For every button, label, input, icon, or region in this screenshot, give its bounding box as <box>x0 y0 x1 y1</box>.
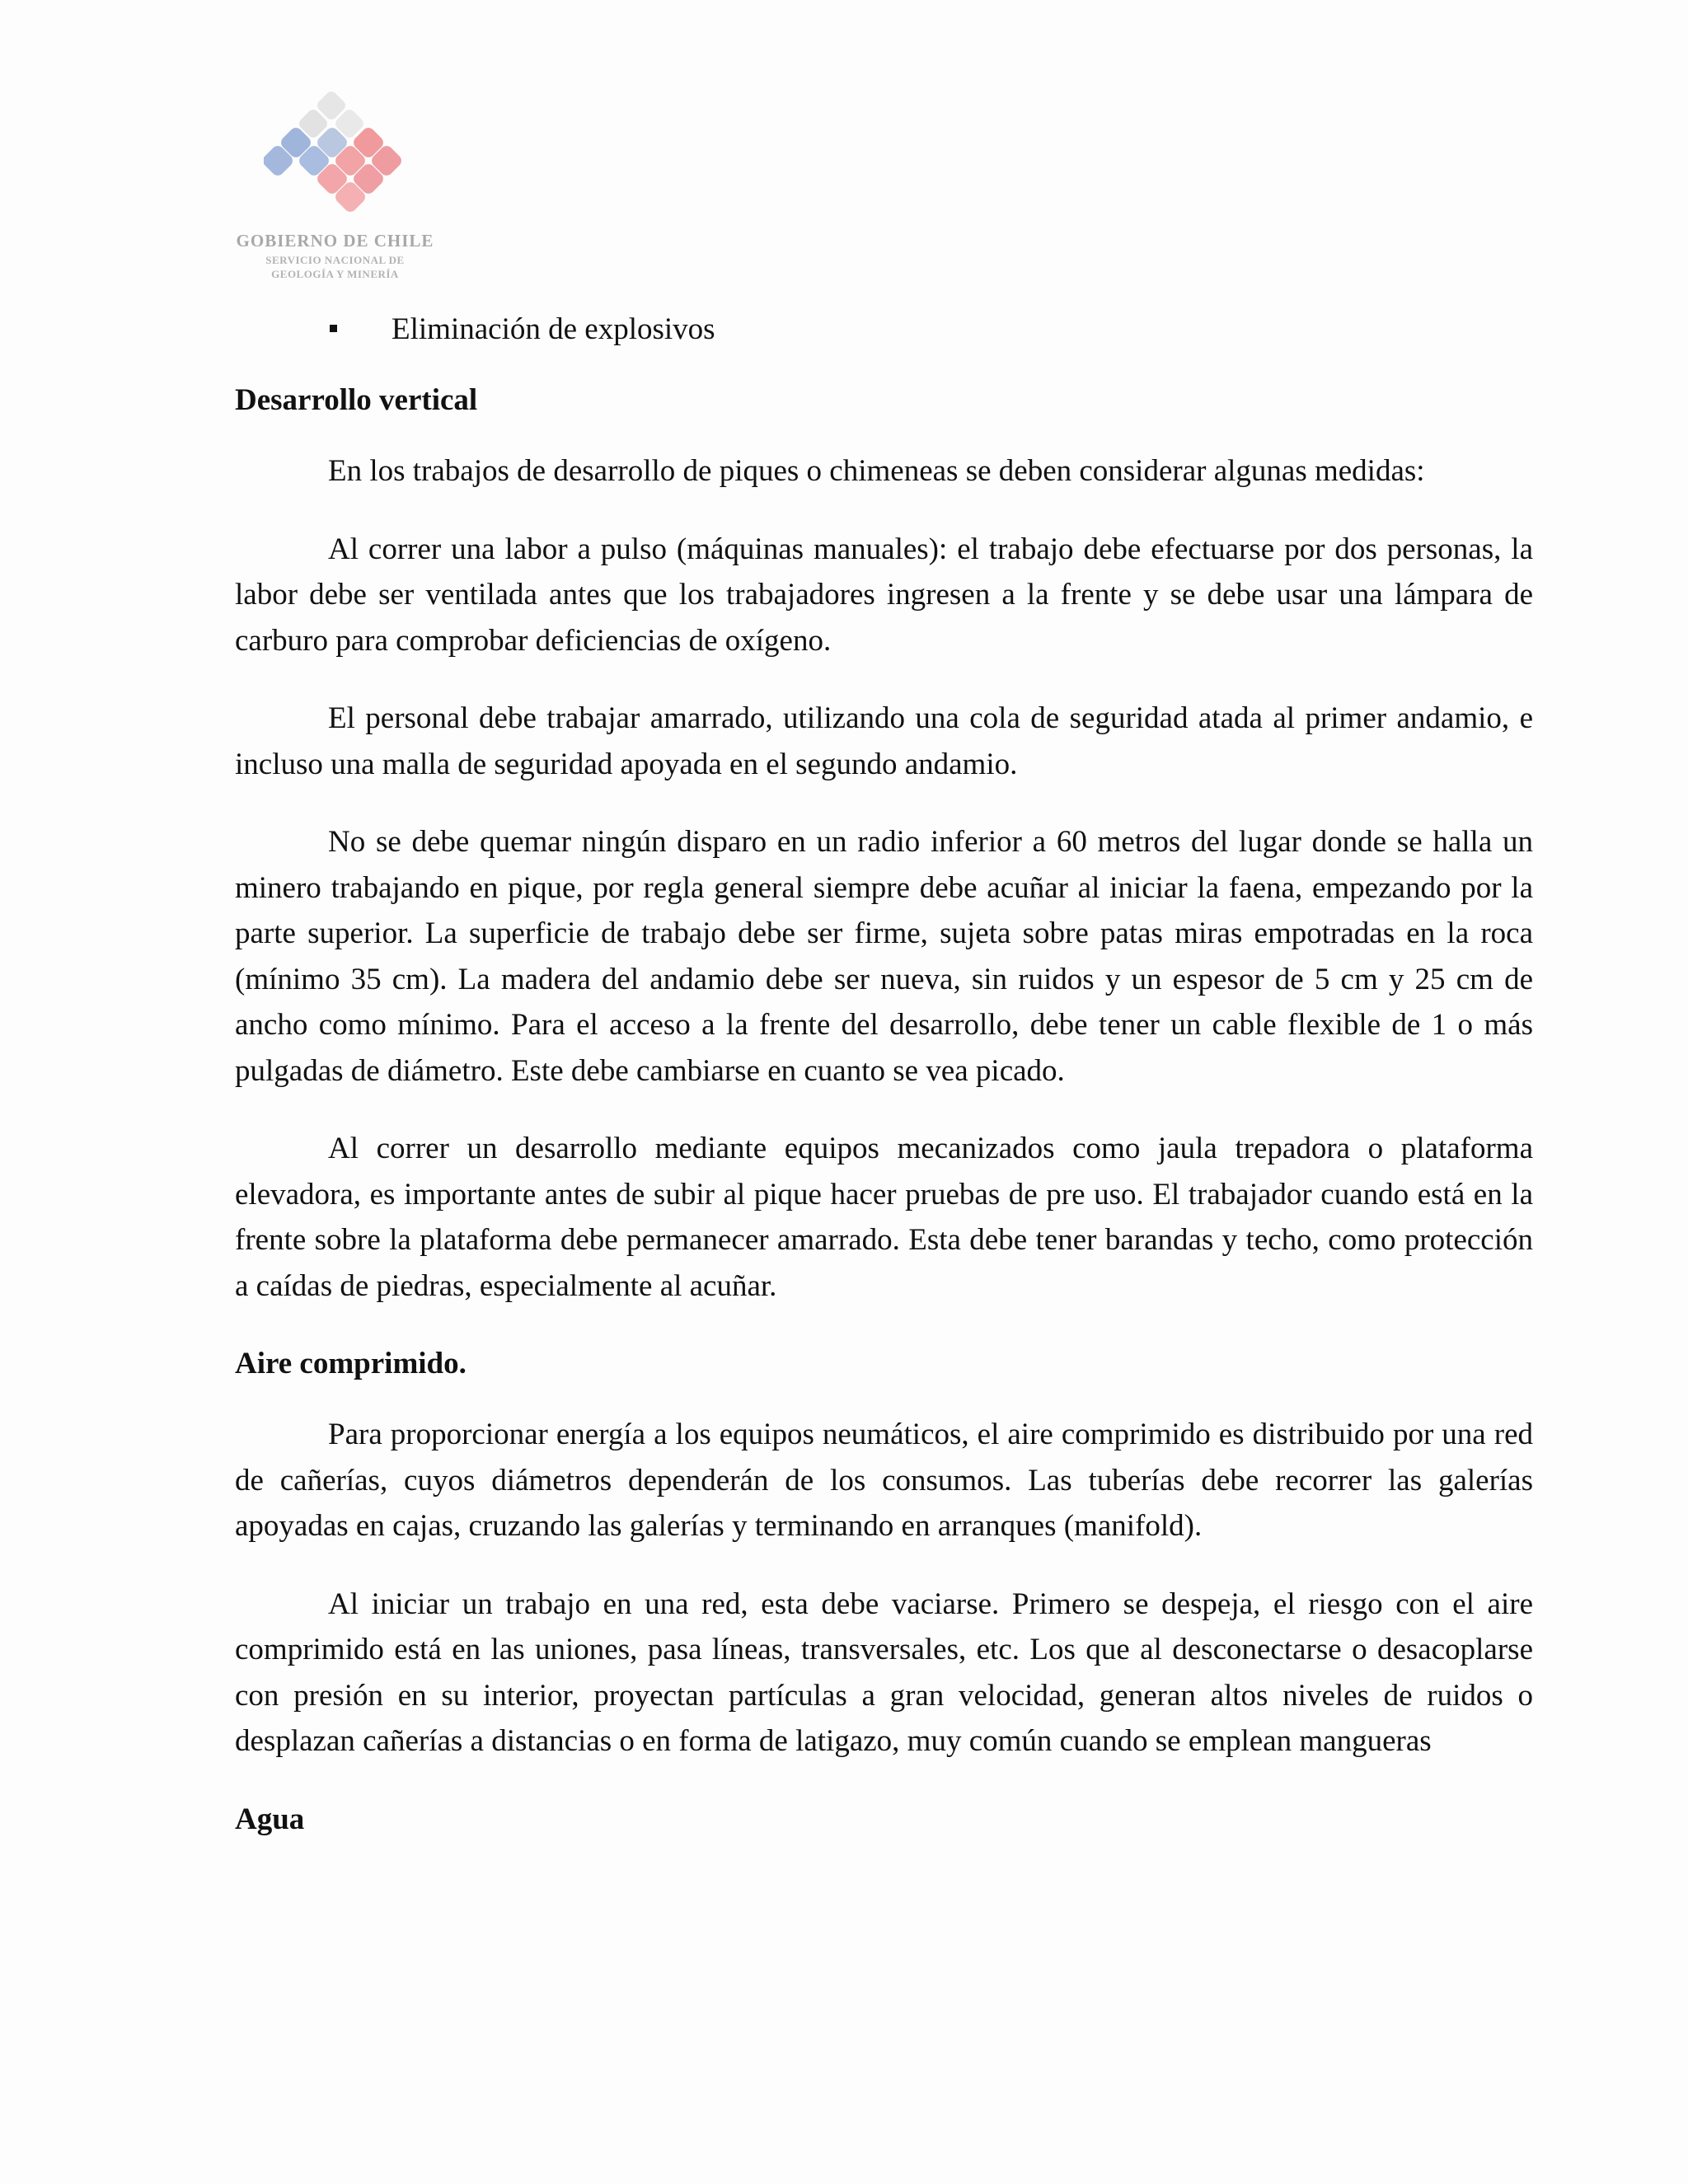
paragraph: Al iniciar un trabajo en una red, esta debe vaciarse. Primero se despeja, el riesgo con el aire comprimido está en las uniones, pasa líneas, transversales, etc. Los que al desconectarse o desacoplarse con presión en su interior, proyectan partículas a gran velocidad, generan altos niveles de ruidos o desplazan cañerías a distancias o en forma de latigazo, muy común cuando se emplean mangueras <box>235 1586 1533 1758</box>
paragraph: En los trabajos de desarrollo de piques o chimeneas se deben considerar algunas medidas: <box>328 454 1425 488</box>
paragraph: El personal debe trabajar amarrado, utilizando una cola de seguridad atada al primer andamio, e incluso una malla de seguridad apoyada en el segundo andamio. <box>235 701 1533 781</box>
paragraph: No se debe quemar ningún disparo en un radio inferior a 60 metros del lugar donde se halla un minero trabajando en pique, por regla general siempre debe acuñar al iniciar la faena, empezando por la parte superior. La superficie de trabajo debe ser firme, sujeta sobre patas miras empotradas en la roca (mínimo 35 cm). La madera del andamio debe ser nueva, sin ruidos y un espesor de 5 cm y 25 cm de ancho como mínimo. Para el acceso a la frente del desarrollo, debe tener un cable flexible de 1 o más pulgadas de diámetro. Este debe cambiarse en cuanto se vea picado. <box>235 825 1533 1088</box>
logo-subtitle-1: SERVICIO NACIONAL DE <box>265 254 405 266</box>
government-logo <box>234 89 436 287</box>
logo-title: GOBIERNO DE CHILE <box>236 231 434 251</box>
section-heading-aire-comprimido: Aire comprimido. <box>235 1347 467 1380</box>
paragraph: Al correr una labor a pulso (máquinas manuales): el trabajo debe efectuarse por dos personas, la labor debe ser ventilada antes que los trabajadores ingresen a la frente y se debe usar una lámpara de carburo para comprobar deficiencias de oxígeno. <box>235 532 1533 658</box>
section-heading-desarrollo-vertical: Desarrollo vertical <box>235 383 478 417</box>
section-heading-agua: Agua <box>235 1802 305 1836</box>
list-item-text: Eliminación de explosivos <box>392 312 715 346</box>
diamond-logo-icon <box>264 89 404 229</box>
list-item <box>235 307 1533 353</box>
document-body <box>235 307 1533 1868</box>
square-bullet-icon <box>330 325 337 332</box>
paragraph: Al correr un desarrollo mediante equipos mecanizados como jaula trepadora o plataforma elevadora, es importante antes de subir al pique hacer pruebas de pre uso. El trabajador cuando está en la frente sobre la plataforma debe permanecer amarrado. Esta debe tener barandas y techo, como protección a caídas de piedras, especialmente al acuñar. <box>235 1132 1533 1303</box>
logo-subtitle-2: GEOLOGÍA Y MINERÍA <box>271 268 399 280</box>
paragraph: Para proporcionar energía a los equipos neumáticos, el aire comprimido es distribuido por una red de cañerías, cuyos diámetros dependerán de los consumos. Las tuberías debe recorrer las galerías apoyadas en cajas, cruzando las galerías y terminando en arranques (manifold). <box>235 1418 1533 1543</box>
